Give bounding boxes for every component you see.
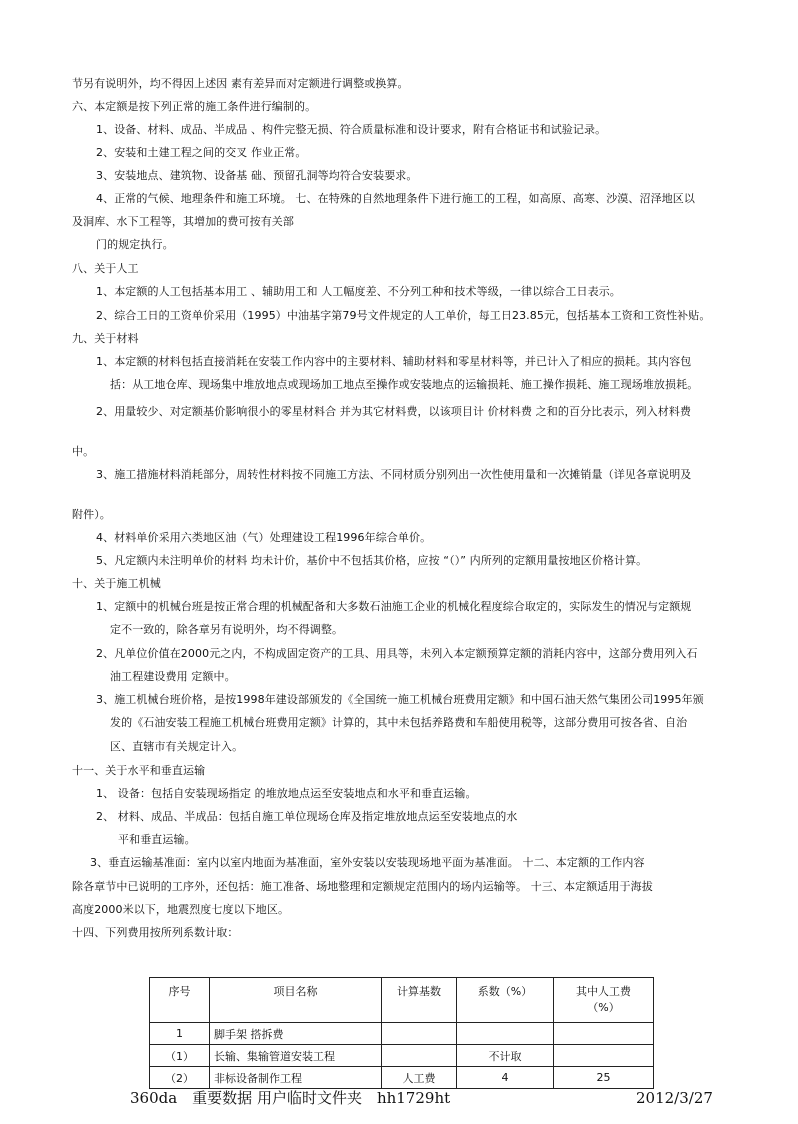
cell-seq: （1）: [150, 1045, 210, 1067]
text-line: 括：从工地仓库、现场集中堆放地点或现场加工地点至操作或安装地点的运输损耗、施工操作损耗、施工现场堆放损耗。: [110, 378, 699, 391]
header-item-name: 项目名称: [210, 978, 382, 1023]
cell-labor-cost: [554, 1023, 654, 1045]
text-line: 中。: [72, 445, 95, 458]
text-line: 平和垂直运输。: [118, 833, 196, 846]
cell-coefficient: [457, 1023, 554, 1045]
cell-base: [382, 1045, 457, 1067]
text-line: 3、施工措施材料消耗部分，周转性材料按不同施工方法、不同材质分别列出一次性使用量和一次摊销量（详见各章说明及: [96, 468, 692, 481]
text-line: 3、安装地点、建筑物、设备基 础、预留孔洞等均符合安装要求。: [96, 169, 418, 182]
text-line: 区、直辖市有关规定计入。: [110, 740, 244, 753]
text-line: 1、定额中的机械台班是按正常合理的机械配备和大多数石油施工企业的机械化程度综合取定的，实际发生的情况与定额规: [96, 600, 692, 613]
text-line: 2、 材料、成品、半成品：包括自施工单位现场仓库及指定堆放地点运至安装地点的水: [96, 810, 518, 823]
footer-date: 2012/3/27: [636, 1089, 713, 1107]
section-heading: 十四、下列费用按所列系数计取：: [72, 926, 239, 939]
text-line: 1、 设备：包括自安装现场指定 的堆放地点运至安装地点和水平和垂直运输。: [96, 787, 477, 800]
text-line: 1、本定额的材料包括直接消耗在安装工作内容中的主要材料、辅助材料和零星材料等，并已计入了相应的损耗。其内容包: [96, 355, 692, 368]
cell-item-name: 非标设备制作工程: [210, 1067, 382, 1089]
text-line: 门的规定执行。: [96, 238, 174, 251]
text-line: 3、垂直运输基准面：室内以室内地面为基准面，室外安装以安装现场地平面为基准面。 十二、本定额的工作内容: [90, 856, 645, 869]
header-labor-cost-label: 其中人工费: [576, 985, 631, 998]
header-coefficient: 系数（%）: [457, 978, 554, 1023]
table-row: [150, 1067, 654, 1089]
text-line: 油工程建设费用 定额中。: [110, 670, 236, 683]
text-line: 3、施工机械台班价格，是按1998年建设部颁发的《全国统一施工机械台班费用定额》和中国石油天然气集团公司1995年颁: [96, 693, 704, 706]
text-line: 2、综合工日的工资单价采用（1995）中油基字第79号文件规定的人工单价，每工日23.85元，包括基本工资和工资性补贴。: [96, 309, 711, 322]
text-line: 1、本定额的人工包括基本用工 、辅助用工和 人工幅度差、不分列工种和技术等级，一律以综合工日表示。: [96, 285, 621, 298]
header-labor-cost-unit: （%）: [587, 1001, 620, 1014]
footer-file-path: 360da 重要数据 用户临时文件夹 hh1729ht: [130, 1089, 451, 1107]
text-line: 节另有说明外，均不得因上述因 素有差异而对定额进行调整或换算。: [72, 77, 409, 90]
text-line: 4、正常的气候、地理条件和施工环境。 七、在特殊的自然地理条件下进行施工的工程，如高原、高寒、沙漠、沼泽地区以: [96, 192, 695, 205]
text-line: 5、凡定额内未注明单价的材料 均未计价，基价中不包括其价格，应按 “（）” 内所列的定额用量按地区价格计算。: [96, 554, 648, 567]
fee-coefficient-table: [149, 977, 654, 1089]
table-header-row: [150, 978, 654, 1023]
cell-labor-cost: 25: [554, 1067, 654, 1089]
cell-coefficient: 不计取: [457, 1045, 554, 1067]
header-seq: 序号: [150, 978, 210, 1023]
section-heading: 十、关于施工机械: [72, 577, 161, 590]
text-line: 2、用量较少、对定额基价影响很小的零星材料合 并为其它材料费，以该项目计 价材料费 之和的百分比表示，列入材料费: [96, 405, 692, 418]
text-line: 2、凡单位价值在2000元之内，不构成固定资产的工具、用具等，未列入本定额预算定额的消耗内容中，这部分费用列入石: [96, 647, 698, 660]
text-line: 及洞库、水下工程等，其增加的费可按有关部: [72, 215, 294, 228]
cell-seq: （2）: [150, 1067, 210, 1089]
header-labor-cost: [554, 978, 654, 1023]
section-heading: 六、本定额是按下列正常的施工条件进行编制的。: [72, 100, 317, 113]
cell-item-name: 长输、集输管道安装工程: [210, 1045, 382, 1067]
section-heading: 九、关于材料: [72, 332, 139, 345]
text-line: 附件）。: [72, 508, 111, 521]
section-heading: 十一、关于水平和垂直运输: [72, 764, 206, 777]
text-line: 4、材料单价采用六类地区油（气）处理建设工程1996年综合单价。: [96, 531, 432, 544]
text-line: 除各章节中已说明的工序外，还包括：施工准备、场地整理和定额规定范围内的场内运输等。 十三、本定额适用于海拔: [72, 880, 653, 893]
cell-item-name: 脚手架 搭拆费: [210, 1023, 382, 1045]
text-line: 发的《石油安装工程施工机械台班费用定额》计算的，其中未包括养路费和车船使用税等，这部分费用可按各省、自治: [110, 716, 688, 729]
cell-labor-cost: [554, 1045, 654, 1067]
text-line: 1、设备、材料、成品、半成品 、构件完整无损、符合质量标准和设计要求，附有合格证书和试验记录。: [96, 123, 607, 136]
text-line: 定不一致的，除各章另有说明外，均不得调整。: [110, 623, 344, 636]
header-base: 计算基数: [382, 978, 457, 1023]
cell-coefficient: 4: [457, 1067, 554, 1089]
cell-seq: 1: [150, 1023, 210, 1045]
text-line: 2、安装和土建工程之间的交叉 作业正常。: [96, 146, 307, 159]
section-heading: 八、关于人工: [72, 262, 139, 275]
cell-base: [382, 1023, 457, 1045]
text-line: 高度2000米以下，地震烈度七度以下地区。: [72, 903, 290, 916]
table-row: [150, 1023, 654, 1045]
cell-base: 人工费: [382, 1067, 457, 1089]
table-row: [150, 1045, 654, 1067]
